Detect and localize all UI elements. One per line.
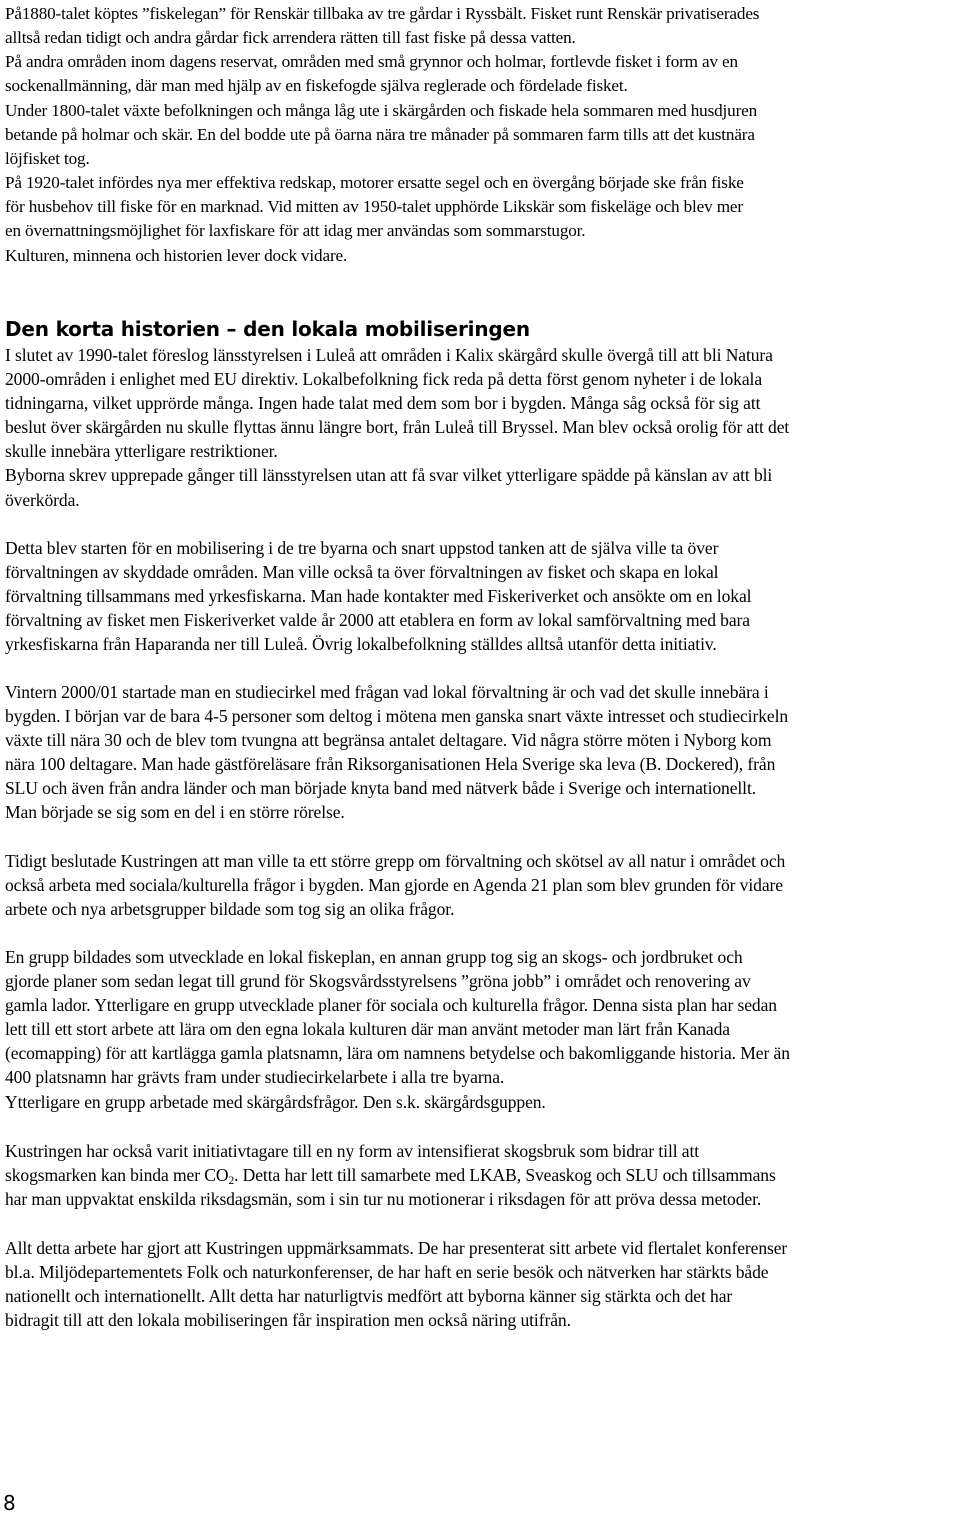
co2-subscript: 2 [228, 1174, 235, 1187]
text-line: På 1920-talet infördes nya mer effektiva redskap, motorer ersatte segel och en övergång började ske från fiske [5, 173, 744, 193]
text-line: Man började se sig som en del i en större rörelse. [5, 802, 345, 823]
text-line: förvaltningen av skyddade områden. Man ville också ta över förvaltningen av fisket och skapa en lokal [5, 562, 719, 583]
paragraph-agenda21 [5, 849, 957, 921]
text-line: På1880-talet köptes ”fiskelegan” för Renskär tillbaka av tre gårdar i Ryssbält. Fisket runt Renskär privatiserades [5, 4, 760, 23]
text-line: tidningarna, vilket upprörde många. Ingen hade talat med dem som bor i bygden. Många såg också för sig att [5, 393, 761, 414]
text-line: bl.a. Miljödepartementets Folk och naturkonferenser, de har haft en serie besök och nätverken har stärkts både [5, 1262, 769, 1283]
text-line: överkörda. [5, 489, 80, 510]
text-line: Kulturen, minnena och historien lever dock vidare. [5, 245, 348, 265]
text-line: gjorde planer som sedan legat till grund för Skogsvårdsstyrelsens ”gröna jobb” i området och renovering av [5, 971, 751, 992]
text-line: bidragit till att den lokala mobiliseringen får inspiration men också näring utifrån. [5, 1310, 571, 1331]
text-line: skulle innebära ytterligare restriktioner. [5, 441, 278, 462]
text-line: också arbeta med sociala/kulturella frågor i bygden. Man gjorde en Agenda 21 plan som blev grunden för vidare [5, 875, 783, 896]
text-line: I slutet av 1990-talet föreslog länsstyrelsen i Luleå att områden i Kalix skärgård skulle övergå till att bli Natura [5, 345, 773, 365]
text-line: SLU och även från andra länder och man började knyta band med nätverk både i Sverige och internationellt. [5, 778, 757, 799]
text-line: arbete och nya arbetsgrupper bildade som tog sig an olika frågor. [5, 899, 455, 920]
text-line: 400 platsnamn har grävts fram under studiecirkelarbete i alla tre byarna. [5, 1067, 505, 1088]
text-line: Ytterligare en grupp arbetade med skärgårdsfrågor. Den s.k. skärgårdsguppen. [5, 1091, 546, 1112]
text-line: En grupp bildades som utvecklade en lokal fiskeplan, en annan grupp tog sig an skogs- och jordbruket och [5, 947, 743, 967]
text-line: På andra områden inom dagens reservat, områden med små grynnor och holmar, fortlevde fisket i form av en [5, 52, 738, 72]
text-line: Detta blev starten för en mobilisering i de tre byarna och snart uppstod tanken att de själva ville ta över [5, 538, 719, 558]
text-line: 2000-områden i enlighet med EU direktiv. Lokalbefolkning fick reda på detta först genom nyheter i de lokala [5, 369, 763, 390]
text-line: yrkesfiskarna från Haparanda ner till Luleå. Övrig lokalbefolkning ställdes alltså utanför detta initiativ. [5, 634, 717, 655]
text-line: Under 1800-talet växte befolkningen och många låg ute i skärgården och fiskade hela sommaren med husdjuren [5, 100, 758, 120]
paragraph-studiecirkel [5, 680, 957, 825]
text-line: Kustringen har också varit initiativtagare till en ny form av intensifierat skogsbruk som bidrar till att [5, 1141, 700, 1161]
text-line: Tidigt beslutade Kustringen att man ville ta ett större grepp om förvaltning och skötsel av all natur i området och [5, 851, 786, 871]
text-line: nära 100 deltagare. Man hade gästföreläsare från Riksorganisationen Hela Sverige ska leva (B. Dockered), från [5, 754, 776, 775]
text-line: bygden. I början var de bara 4-5 personer som deltog i mötena men ganska snart växte intresset och studiecirkeln [5, 706, 789, 727]
intro-paragraph [5, 2, 957, 268]
text-line: Byborna skrev upprepade gånger till länsstyrelsen utan att få svar vilket ytterligare spädde på känslan av att bli [5, 465, 773, 486]
text-line: nationellt och internationellt. Allt detta har naturligtvis medfört att byborna känner sig stärkta och det har [5, 1286, 733, 1307]
text-line: beslut över skärgården nu skulle flyttas ännu längre bort, från Luleå till Bryssel. Man blev också orolig för att det [5, 417, 790, 438]
text-line: löjfisket tog. [5, 148, 90, 168]
text-line: en övernattningsmöjlighet för laxfiskare för att idag mer användas som sommarstugor. [5, 221, 586, 241]
text-line: Vintern 2000/01 startade man en studiecirkel med frågan vad lokal förvaltning är och vad det skulle innebära i [5, 682, 769, 702]
text-line: lett till ett stort arbete att lära om den egna lokala kulturen där man använt metoder man lärt från Kanada [5, 1019, 730, 1040]
text-line: gamla lador. Ytterligare en grupp utvecklade planer för sociala och kulturella frågor. Denna sista plan har sedan [5, 995, 777, 1016]
text-line: Allt detta arbete har gjort att Kustringen uppmärksammats. De har presenterat sitt arbete vid flertalet konferenser [5, 1238, 788, 1258]
text-line: förvaltning av fisket men Fiskeriverket valde år 2000 att etablera en form av lokal samförvaltning med bara [5, 610, 750, 631]
paragraph-skogsbruk [5, 1139, 957, 1211]
text-line: betande på holmar och skär. En del bodde ute på öarna nära tre månader på sommaren farm tills att det kustnära [5, 124, 755, 144]
paragraph-uppmarksamhet [5, 1236, 957, 1332]
text-line: för husbehov till fiske för en marknad. Vid mitten av 1950-talet upphörde Likskär som fiskeläge och blev mer [5, 197, 743, 217]
text-line: (ecomapping) för att kartlägga gamla platsnamn, lära om namnens betydelse och bakomliggande historia. Mer än [5, 1043, 790, 1064]
text-line: alltså redan tidigt och andra gårdar fick arrendera rätten till fast fiske på dessa vatten. [5, 28, 576, 48]
text-line: växte till nära 30 och de blev tom tvungna att begränsa antalet deltagare. Vid några större möten i Nyborg kom [5, 730, 772, 751]
paragraph-mobilisering [5, 536, 957, 656]
paragraph-arbetsgrupper [5, 945, 957, 1114]
paragraph-natura [5, 343, 957, 512]
text-line-co2 [5, 1163, 955, 1187]
text-line: förvaltning tillsammans med yrkesfiskarna. Man hade kontakter med Fiskeriverket och ansökte om en lokal [5, 586, 752, 607]
text-line: har man uppvaktat enskilda riksdagsmän, som i sin tur nu motionerar i riksdagen för att pröva dessa metoder. [5, 1189, 762, 1210]
text-line: sockenallmänning, där man med hjälp av en fiskefogde själva reglerade och fördelade fisket. [5, 76, 628, 96]
section-heading: Den korta historien – den lokala mobiliseringen [5, 317, 530, 341]
co2-text: skogsmarken kan binda mer CO [5, 1165, 229, 1186]
page-number: 8 [3, 1491, 16, 1515]
text-fragment: . Detta har lett till samarbete med LKAB, Sveaskog och SLU och tillsammans [234, 1165, 776, 1186]
